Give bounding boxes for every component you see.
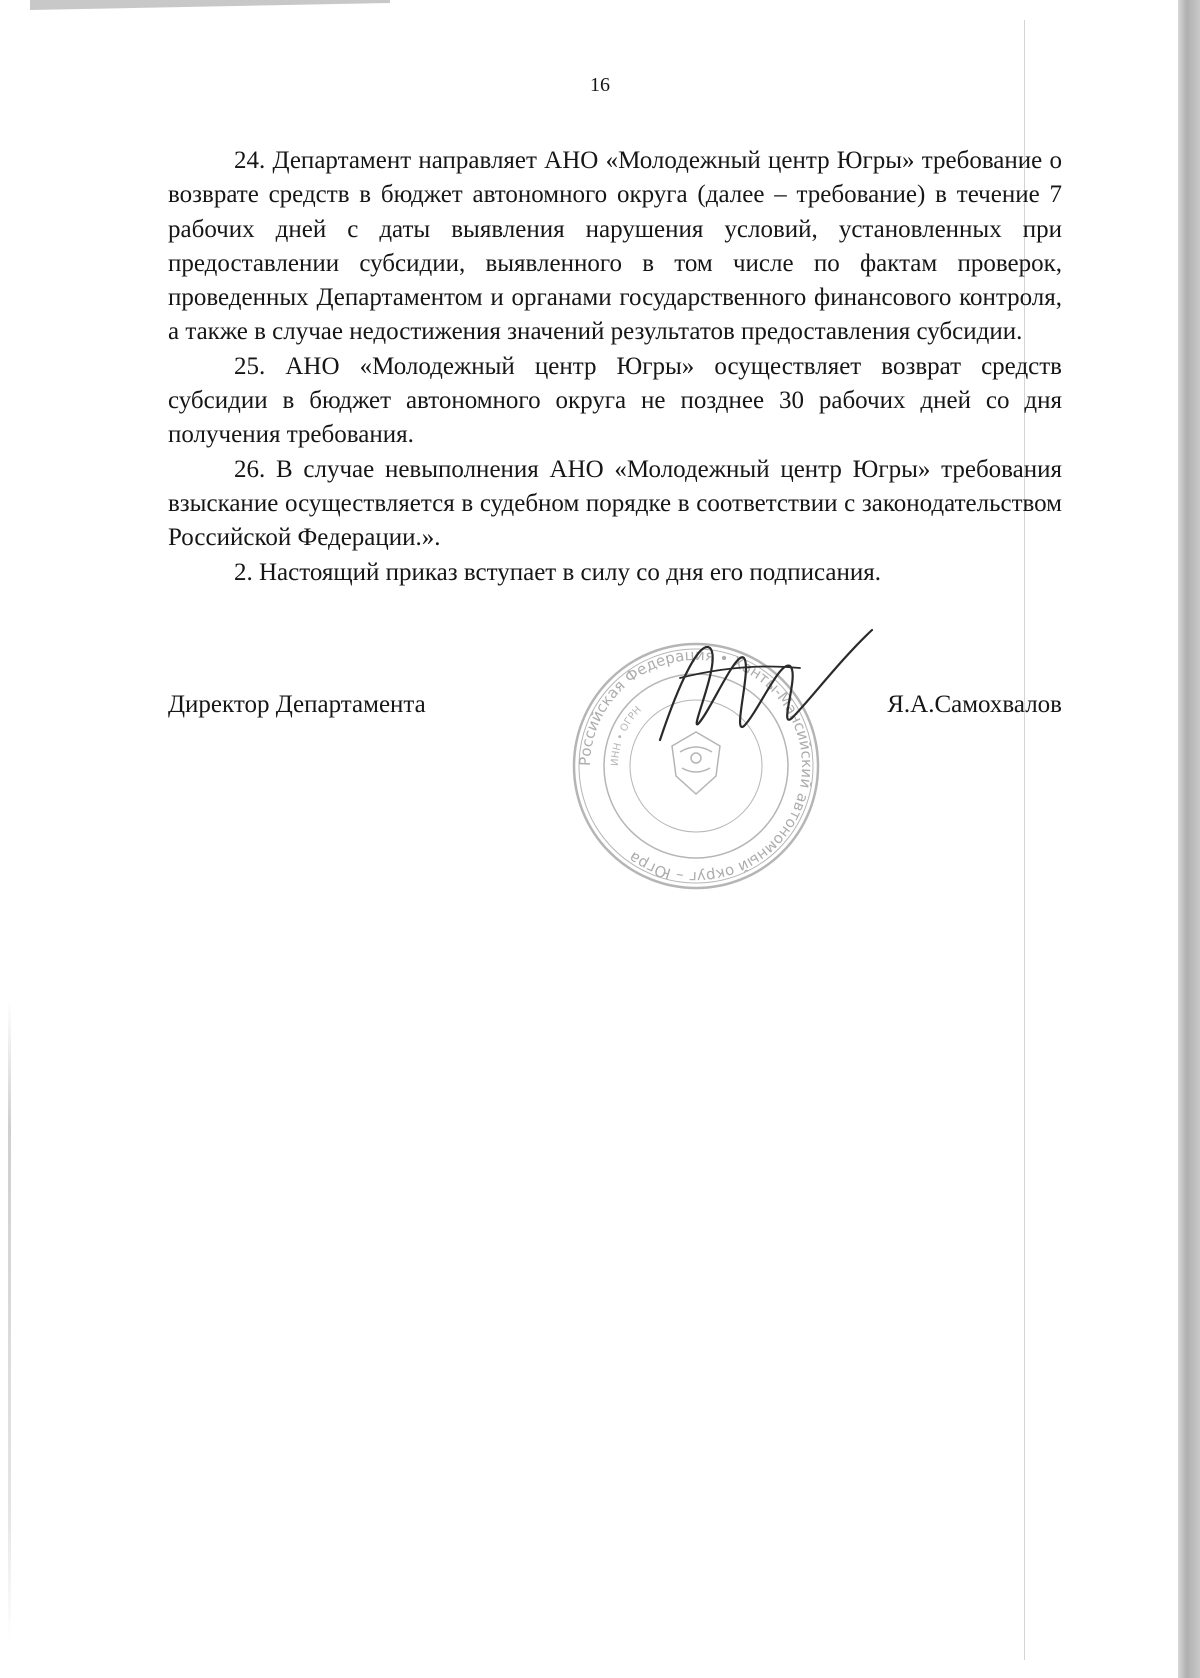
scan-left-edge	[8, 1000, 11, 1640]
paragraph-26: 26. В случае невыполнения АНО «Молодежный центр Югры» требования взыскание осуществляется в судебном порядке в соответствии с законодательством Российской Федерации.».	[168, 455, 1062, 552]
paragraph-2-effective-date: 2. Настоящий приказ вступает в силу со дня его подписания.	[234, 558, 882, 586]
scan-corner-mark	[30, 0, 390, 12]
document-body	[168, 144, 1062, 590]
page-number: 16	[590, 74, 610, 96]
stamp-inner-text: ИНН • ОГРН	[609, 704, 644, 767]
handwritten-signature	[640, 620, 880, 770]
stamp-outer-text: Российская Федерация • Ханты-Мансийский автономный округ – Югра	[575, 645, 817, 887]
signatory-name: Я.А.Самохвалов	[887, 691, 1062, 718]
paragraph-24: 24. Департамент направляет АНО «Молодежный центр Югры» требование о возврате средств в бюджет автономного округа (далее – требование) в течение 7 рабочих дней с даты выявления нарушения условий, установленных при предоставлении субсидии, выявленного в том числе по фактам проверок, проведенных Департаментом и органами государственного финансового контроля, а также в случае недостижения значений результатов предоставления субсидии.	[168, 147, 1062, 346]
signatory-title: Директор Департамента	[168, 691, 426, 718]
scan-edge-shadow	[1178, 0, 1200, 1678]
paragraph-25: 25. АНО «Молодежный центр Югры» осуществляет возврат средств субсидии в бюджет автономного округа не позднее 30 рабочих дней со дня получения требования.	[168, 352, 1062, 449]
